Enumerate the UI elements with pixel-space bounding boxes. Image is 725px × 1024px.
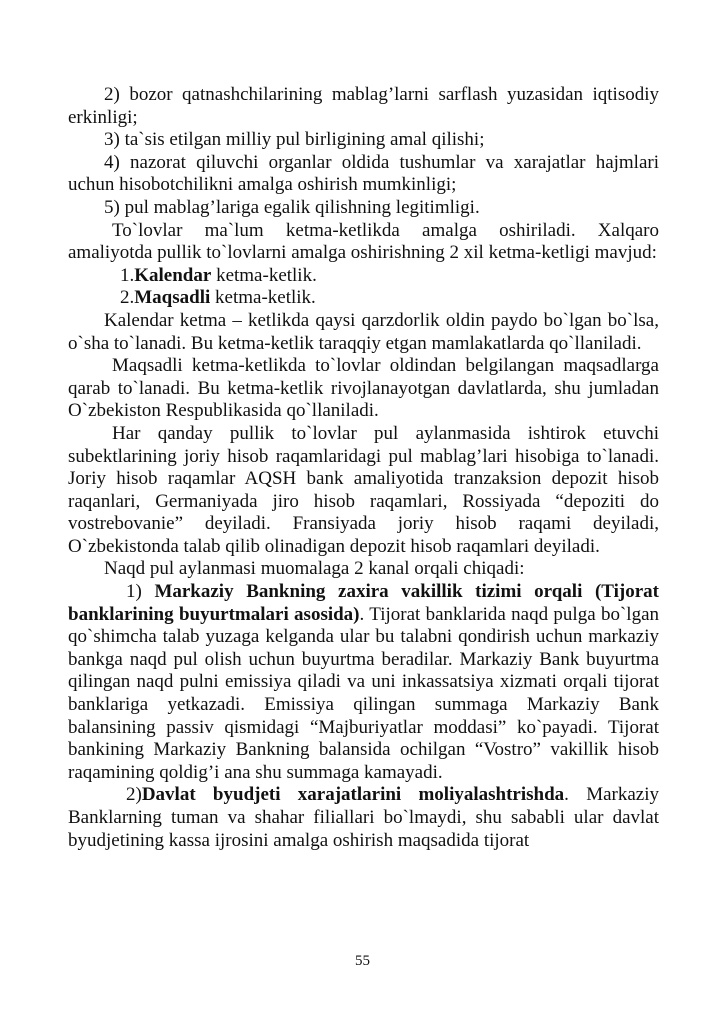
paragraph-channel-1 [68, 581, 659, 784]
paragraph-item-5: 5) pul mablag’lariga egalik qilishning legitimligi. [104, 196, 480, 218]
list-bold-term: Kalendar [134, 264, 212, 286]
channel-prefix: 1) [126, 581, 155, 603]
paragraph-accounts: Har qanday pullik to`lovlar pul aylanmasida ishtirok etuvchi subektlarining joriy hisob raqamlaridagi pul mablag’lari hisobiga to`lanadi. Joriy hisob raqamlar AQSH bank amaliyotida tranzaksion depozit hisob raqanlari, Germaniyada jiro hisob raqamlari, Rossiyada “depoziti do vostrebovanie” deyiladi. Fransiyada joriy hisob raqami deyiladi, O`zbekistonda talab qilib olinadigan depozit hisob raqamlari deyiladi. [68, 422, 659, 557]
paragraph-item-4: 4) nazorat qiluvchi organlar oldida tushumlar va xarajatlar hajmlari uchun hisobotchilikni amalga oshirish mumkinligi; [68, 151, 659, 196]
paragraph-item-2: 2) bozor qatnashchilarining mablag’larni sarflash yuzasidan iqtisodiy erkinligi; [68, 84, 659, 128]
list-rest: ketma-ketlik. [211, 264, 317, 286]
list-item-calendar [68, 265, 659, 288]
channel-text: . Markaziy Banklarning tuman va shahar filiallari bo`lmaydi, shu sababli ular davlat byudjetining kassa ijrosini amalga oshirish maqsadida tijorat [68, 784, 659, 851]
channel-text: . Tijorat banklarida naqd pulga bo`lgan qo`shimcha talab yuzaga kelganda ular bu talabni qondirish uchun markaziy bankga naqd pul olish uchun buyurtma beradilar. Markaziy Bank buyurtma qilingan naqd pulni emissiya qiladi va uni inkassatsiya xizmati orqali tijorat banklariga yetkazadi. Emissiya qilingan summaga Markaziy Bank balansining passiv qismidagi “Majburiyatlar moddasi” ko`payadi. Tijorat bankining Markaziy Bankning balansida ochilgan “Vostro” vakillik hisob raqamining qoldig’i ana shu summaga kamayadi. [68, 603, 659, 783]
paragraph-channels: Naqd pul aylanmasi muomalaga 2 kanal orqali chiqadi: [104, 558, 525, 580]
paragraph-targeted: Maqsadli ketma-ketlikda to`lovlar oldindan belgilangan maqsadlarga qarab to`lanadi. Bu ketma-ketlik rivojlanayotgan davlatlarda, shu jumladan O`zbekiston Respublikasida qo`llaniladi. [68, 355, 659, 422]
channel-bold-title: Davlat byudjeti xarajatlarini moliyalashtrishda [141, 784, 565, 806]
list-number: 2. [120, 287, 135, 309]
channel-bold-title: Markaziy Bankning zaxira vakillik tizimi orqali (Tijorat banklarining buyurtmalari asosida) [68, 581, 659, 625]
paragraph-channel-2 [68, 784, 659, 852]
paragraph-item-3: 3) ta`sis etilgan milliy pul birligining amal qilishi; [104, 129, 485, 151]
list-rest: ketma-ketlik. [210, 287, 316, 309]
list-number: 1. [120, 264, 135, 286]
page-number: 55 [355, 953, 370, 969]
paragraph-calendar: Kalendar ketma – ketlikda qaysi qarzdorlik oldin paydo bo`lgan bo`lsa, o`sha to`lanadi. Bu ketma-ketlik taraqqiy etgan mamlakatlarda qo`llaniladi. [68, 309, 659, 354]
channel-prefix: 2) [126, 784, 142, 806]
paragraph-payments-order: To`lovlar ma`lum ketma-ketlikda amalga oshiriladi. Xalqaro amaliyotda pullik to`lovlarni amalga oshirishning 2 xil ketma-ketligi mavjud: [68, 219, 659, 264]
page-text [68, 84, 659, 852]
list-item-targeted [68, 287, 659, 310]
list-bold-term: Maqsadli [134, 287, 211, 309]
